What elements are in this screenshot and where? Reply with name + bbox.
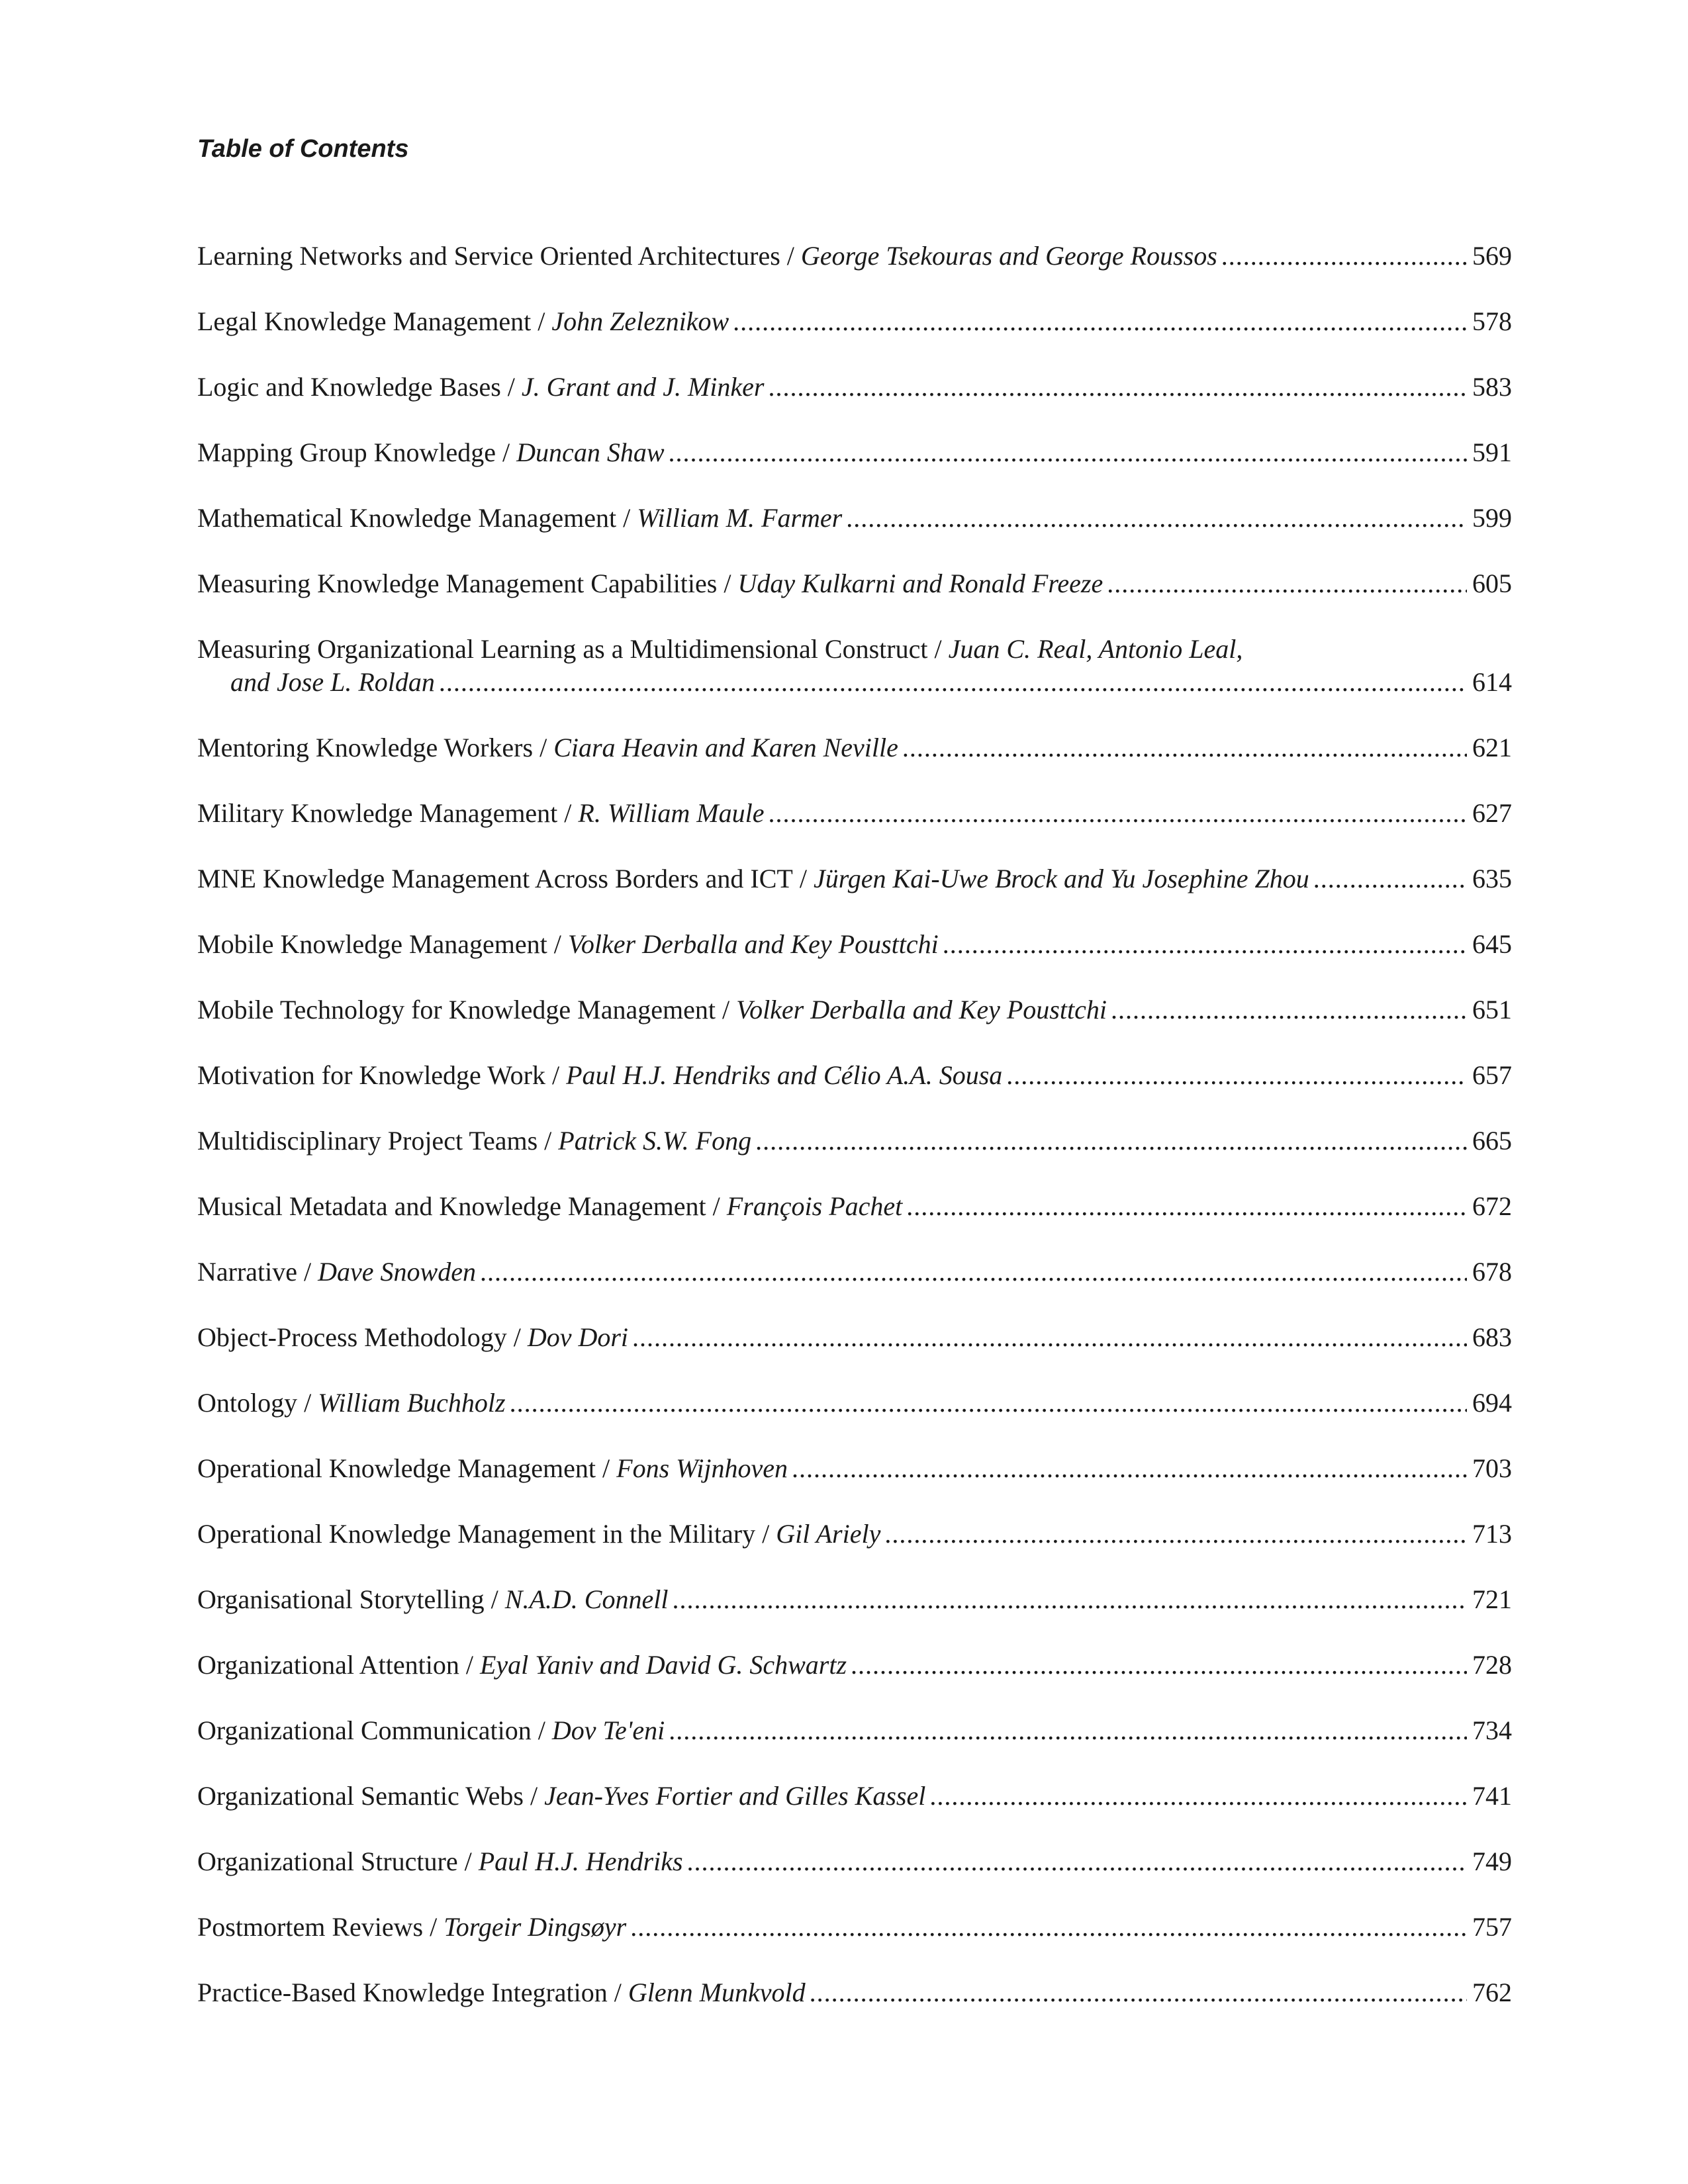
dot-leader [769,371,1468,404]
toc-entry: Organizational Semantic Webs / Jean-Yves Fortier and Gilles Kassel ..... 741 [197,1780,1512,1813]
toc-entry: Motivation for Knowledge Work / Paul H.J. Hendriks and Célio A.A. Sousa ..... 657 [197,1059,1512,1092]
entry-authors: Dov Te'eni [551,1715,665,1745]
dot-leader [906,1190,1467,1223]
entry-authors: Juan C. Real, Antonio Leal, [948,634,1243,664]
toc-entry: Mathematical Knowledge Management / William M. Farmer ..... 599 [197,502,1512,535]
dot-leader [1313,862,1467,895]
page-number: 672 [1472,1191,1512,1221]
dot-leader [851,1649,1467,1682]
page-number: 605 [1472,569,1512,598]
dot-leader [1221,240,1467,273]
dot-leader [929,1780,1467,1813]
page-number: 678 [1472,1257,1512,1287]
page-number: 721 [1472,1584,1512,1614]
toc-entry: MNE Knowledge Management Across Borders and ICT / Jürgen Kai-Uwe Brock and Yu Josephine Zhou ..... 635 [197,862,1512,895]
dot-leader [943,928,1467,961]
toc-entry: Logic and Knowledge Bases / J. Grant and J. Minker ..... 583 [197,371,1512,404]
entry-authors: Volker Derballa and Key Pousttchi [736,995,1107,1024]
toc-entry: Operational Knowledge Management / Fons Wijnhoven ..... 703 [197,1452,1512,1485]
toc-entry: Measuring Knowledge Management Capabilities / Uday Kulkarni and Ronald Freeze ..... 605 [197,567,1512,600]
entry-title: Motivation for Knowledge Work [197,1060,545,1090]
page-number: 627 [1472,798,1512,828]
entry-title: Organisational Storytelling [197,1584,485,1614]
toc-entry: Measuring Organizational Learning as a Multidimensional Construct / Juan C. Real, Antonio Leal, and Jose L. Roldan ..... 614 [197,633,1512,699]
page-number: 749 [1472,1846,1512,1876]
entry-title: Narrative [197,1257,298,1287]
table-of-contents-list [197,240,1512,2042]
toc-entry: Military Knowledge Management / R. William Maule ..... 627 [197,797,1512,830]
page-number: 569 [1472,241,1512,271]
entry-title: Organizational Structure [197,1846,458,1876]
entry-title: Object-Process Methodology [197,1322,507,1352]
toc-entry: Organizational Structure / Paul H.J. Hendriks ..... 749 [197,1845,1512,1878]
toc-entry: Narrative / Dave Snowden ..... 678 [197,1255,1512,1289]
page-number: 645 [1472,929,1512,959]
page-title: Table of Contents [197,135,409,163]
entry-title: Organizational Attention [197,1650,459,1680]
toc-entry: Mobile Knowledge Management / Volker Derballa and Key Pousttchi ..... 645 [197,928,1512,961]
dot-leader [672,1583,1467,1616]
page-number: 741 [1472,1781,1512,1811]
dot-leader [769,797,1468,830]
dot-leader [884,1518,1467,1551]
dot-leader [630,1911,1467,1944]
entry-title: MNE Knowledge Management Across Borders and ICT [197,864,793,893]
entry-authors-continued: and Jose L. Roldan [230,667,435,697]
entry-title: Legal Knowledge Management [197,306,532,336]
entry-title: Mobile Knowledge Management [197,929,547,959]
entry-title: Organizational Communication [197,1715,532,1745]
entry-title: Multidisciplinary Project Teams [197,1126,538,1156]
toc-entry: Mapping Group Knowledge / Duncan Shaw ..... 591 [197,436,1512,469]
entry-authors: Eyal Yaniv and David G. Schwartz [479,1650,847,1680]
page-number: 757 [1472,1912,1512,1942]
entry-authors: Gil Ariely [776,1519,881,1549]
entry-title: Practice-Based Knowledge Integration [197,1978,608,2007]
entry-title: Mobile Technology for Knowledge Management [197,995,716,1024]
page-number: 665 [1472,1126,1512,1156]
page-number: 621 [1472,733,1512,762]
entry-authors: Paul H.J. Hendriks and Célio A.A. Sousa [566,1060,1003,1090]
page-number: 694 [1472,1388,1512,1418]
page-number: 703 [1472,1453,1512,1483]
page-number: 599 [1472,503,1512,533]
entry-authors: Fons Wijnhoven [616,1453,788,1483]
entry-title: Mentoring Knowledge Workers [197,733,534,762]
toc-entry: Mentoring Knowledge Workers / Ciara Heavin and Karen Neville ..... 621 [197,731,1512,764]
page-number: 591 [1472,437,1512,467]
page-number: 713 [1472,1519,1512,1549]
dot-leader [1006,1059,1467,1092]
entry-authors: J. Grant and J. Minker [521,372,765,402]
entry-title: Logic and Knowledge Bases [197,372,501,402]
page-number: 734 [1472,1715,1512,1745]
toc-entry: Mobile Technology for Knowledge Management / Volker Derballa and Key Pousttchi ..... 651 [197,993,1512,1026]
dot-leader [846,502,1467,535]
entry-title: Learning Networks and Service Oriented Architectures [197,241,780,271]
entry-title: Measuring Organizational Learning as a Multidimensional Construct [197,634,928,664]
toc-entry: Organisational Storytelling / N.A.D. Connell ..... 721 [197,1583,1512,1616]
toc-entry: Organizational Attention / Eyal Yaniv and David G. Schwartz ..... 728 [197,1649,1512,1682]
entry-authors: Paul H.J. Hendriks [478,1846,683,1876]
toc-entry: Learning Networks and Service Oriented Architectures / George Tsekouras and George Roussos ..... 569 [197,240,1512,273]
dot-leader [810,1976,1467,2009]
toc-entry: Postmortem Reviews / Torgeir Dingsøyr ..... 757 [197,1911,1512,1944]
dot-leader [755,1124,1467,1158]
page-number: 657 [1472,1060,1512,1090]
dot-leader [669,1714,1467,1747]
entry-authors: William Buchholz [318,1388,506,1418]
dot-leader [1111,993,1467,1026]
dot-leader [733,305,1467,338]
entry-authors: George Tsekouras and George Roussos [800,241,1217,271]
dot-leader [669,436,1468,469]
dot-leader [510,1387,1467,1420]
page-number: 614 [1472,667,1512,697]
entry-title: Musical Metadata and Knowledge Management [197,1191,706,1221]
page-number: 683 [1472,1322,1512,1352]
entry-authors: Patrick S.W. Fong [558,1126,752,1156]
entry-title: Ontology [197,1388,298,1418]
toc-entry: Operational Knowledge Management in the Military / Gil Ariely ..... 713 [197,1518,1512,1551]
entry-authors: N.A.D. Connell [504,1584,669,1614]
page-number: 578 [1472,306,1512,336]
entry-authors: Jean-Yves Fortier and Gilles Kassel [544,1781,926,1811]
entry-title: Operational Knowledge Management in the Military [197,1519,756,1549]
entry-authors: John Zeleznikow [551,306,729,336]
dot-leader [687,1845,1467,1878]
entry-title: Mathematical Knowledge Management [197,503,617,533]
dot-leader [439,666,1467,699]
page-number: 651 [1472,995,1512,1024]
toc-entry: Organizational Communication / Dov Te'eni ..... 734 [197,1714,1512,1747]
entry-title: Operational Knowledge Management [197,1453,596,1483]
entry-title: Postmortem Reviews [197,1912,424,1942]
entry-authors: Uday Kulkarni and Ronald Freeze [737,569,1103,598]
toc-entry: Legal Knowledge Management / John Zeleznikow ..... 578 [197,305,1512,338]
page-number: 583 [1472,372,1512,402]
toc-entry: Ontology / William Buchholz ..... 694 [197,1387,1512,1420]
entry-authors: William M. Farmer [637,503,843,533]
entry-authors: Jürgen Kai-Uwe Brock and Yu Josephine Zhou [813,864,1309,893]
toc-entry: Practice-Based Knowledge Integration / Glenn Munkvold ..... 762 [197,1976,1512,2009]
entry-title: Organizational Semantic Webs [197,1781,524,1811]
page-number: 762 [1472,1978,1512,2007]
entry-authors: Glenn Munkvold [628,1978,806,2007]
dot-leader [1107,567,1467,600]
dot-leader [902,731,1467,764]
toc-entry: Multidisciplinary Project Teams / Patrick S.W. Fong ..... 665 [197,1124,1512,1158]
page-number: 728 [1472,1650,1512,1680]
entry-title: Mapping Group Knowledge [197,437,496,467]
toc-entry: Musical Metadata and Knowledge Management / François Pachet ..... 672 [197,1190,1512,1223]
entry-authors: Duncan Shaw [516,437,665,467]
dot-leader [792,1452,1467,1485]
dot-leader [632,1321,1467,1354]
entry-authors: Ciara Heavin and Karen Neville [553,733,898,762]
entry-authors: Torgeir Dingsøyr [444,1912,627,1942]
entry-authors: Dov Dori [527,1322,629,1352]
entry-authors: François Pachet [726,1191,903,1221]
entry-title: Measuring Knowledge Management Capabilities [197,569,718,598]
entry-authors: Dave Snowden [318,1257,476,1287]
entry-title: Military Knowledge Management [197,798,558,828]
entry-authors: Volker Derballa and Key Pousttchi [567,929,939,959]
dot-leader [480,1255,1467,1289]
entry-authors: R. William Maule [578,798,765,828]
page-number: 635 [1472,864,1512,893]
toc-entry: Object-Process Methodology / Dov Dori ..... 683 [197,1321,1512,1354]
